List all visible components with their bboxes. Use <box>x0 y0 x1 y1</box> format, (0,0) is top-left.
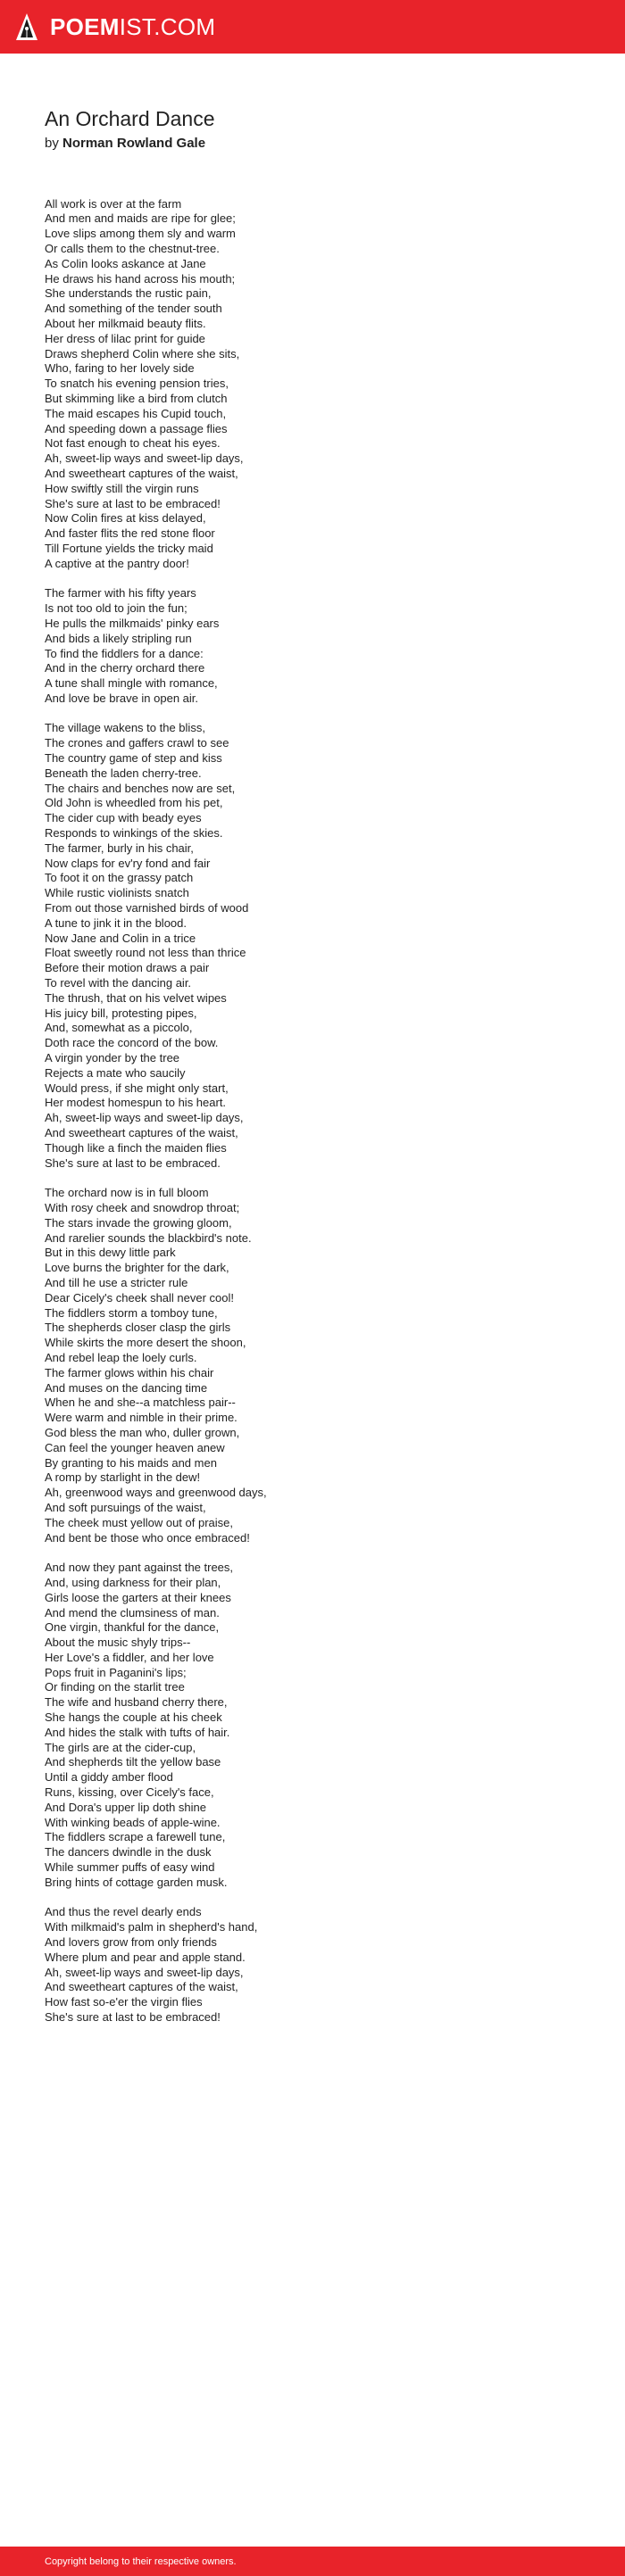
poem-line: Is not too old to join the fun; <box>45 601 188 616</box>
poem-line: Rejects a mate who saucily <box>45 1065 186 1080</box>
poem-line: To revel with the dancing air. <box>45 976 192 990</box>
poem-line: One virgin, thankful for the dance, <box>45 1620 220 1635</box>
poem-line: And thus the revel dearly ends <box>45 1905 202 1919</box>
poem-line: The cheek must yellow out of praise, <box>45 1515 233 1529</box>
poem-line: And bids a likely stripling run <box>45 631 192 645</box>
stanza <box>45 1561 580 1891</box>
copyright-text: Copyright belong to their respective owners. <box>45 2555 237 2567</box>
poem-line: And love be brave in open air. <box>45 691 199 705</box>
poem-line: She's sure at last to be embraced! <box>45 496 221 510</box>
poem-line: A romp by starlight in the dew! <box>45 1470 201 1485</box>
poem-line: A tune shall mingle with romance, <box>45 676 218 691</box>
poem-line: Or finding on the starlit tree <box>45 1680 185 1694</box>
poem-line: Doth race the concord of the bow. <box>45 1036 219 1050</box>
poem-line: The stars invade the growing gloom, <box>45 1215 232 1230</box>
poem-line: Can feel the younger heaven anew <box>45 1440 225 1454</box>
byline <box>45 136 580 151</box>
poem-line: And faster flits the red stone floor <box>45 526 215 541</box>
poem-line: And sweetheart captures of the waist, <box>45 466 238 480</box>
poem-body <box>45 197 580 2025</box>
logo-text-bold: POEM <box>50 13 120 40</box>
poem-line: Old John is wheedled from his pet, <box>45 796 223 810</box>
poem-line: The wife and husband cherry there, <box>45 1695 228 1710</box>
poem-line: A virgin yonder by the tree <box>45 1051 180 1065</box>
pen-nib-icon[interactable] <box>16 13 38 40</box>
poem-line: Till Fortune yields the tricky maid <box>45 541 213 555</box>
author-link[interactable]: Norman Rowland Gale <box>62 135 206 151</box>
poem-line: But in this dewy little park <box>45 1246 176 1260</box>
poem-line: Her modest homespun to his heart. <box>45 1096 227 1110</box>
poem-line: And in the cherry orchard there <box>45 661 205 675</box>
poem-line: He pulls the milkmaids' pinky ears <box>45 616 220 630</box>
poem-line: Bring hints of cottage garden musk. <box>45 1875 228 1889</box>
poem-line: By granting to his maids and men <box>45 1455 217 1470</box>
poem-line: He draws his hand across his mouth; <box>45 271 236 286</box>
poem-line: The country game of step and kiss <box>45 751 222 766</box>
poem-line: Runs, kissing, over Cicely's face, <box>45 1785 214 1800</box>
poem-line: And speeding down a passage flies <box>45 421 228 435</box>
poem-line: Though like a finch the maiden flies <box>45 1140 227 1155</box>
poem-line: From out those varnished birds of wood <box>45 901 249 915</box>
poem-line: The farmer with his fifty years <box>45 586 196 601</box>
poem-line: And rarelier sounds the blackbird's note. <box>45 1230 252 1245</box>
by-label: by <box>45 135 59 151</box>
poem-line: Who, faring to her lovely side <box>45 361 195 376</box>
poem-line: The chairs and benches now are set, <box>45 781 236 795</box>
poem-line: Float sweetly round not less than thrice <box>45 946 246 960</box>
poem-line: The fiddlers scrape a farewell tune, <box>45 1830 226 1844</box>
poem-line: But skimming like a bird from clutch <box>45 391 228 405</box>
poem-line: About the music shyly trips-- <box>45 1636 191 1650</box>
poem-line: How swiftly still the virgin runs <box>45 481 199 495</box>
poem-line: Ah, sweet-lip ways and sweet-lip days, <box>45 1965 244 1979</box>
poem-line: And, using darkness for their plan, <box>45 1575 221 1589</box>
poem-line: She's sure at last to be embraced! <box>45 2010 221 2025</box>
poem-line: Dear Cicely's cheek shall never cool! <box>45 1290 235 1305</box>
poem-line: While rustic violinists snatch <box>45 886 189 900</box>
poem-line: Girls loose the garters at their knees <box>45 1590 231 1604</box>
poem-line: Until a giddy amber flood <box>45 1770 173 1785</box>
poem-line: The dancers dwindle in the dusk <box>45 1845 212 1860</box>
poem-line: And shepherds tilt the yellow base <box>45 1755 221 1769</box>
poem-line: Pops fruit in Paganini's lips; <box>45 1665 187 1679</box>
poem-line: Her dress of lilac print for guide <box>45 331 205 345</box>
poem-line: The orchard now is in full bloom <box>45 1186 209 1200</box>
poem-line: While summer puffs of easy wind <box>45 1860 215 1875</box>
poem-line: The maid escapes his Cupid touch, <box>45 406 227 420</box>
poem-line: Her Love's a fiddler, and her love <box>45 1650 214 1664</box>
poem-line: Now claps for ev'ry fond and fair <box>45 856 211 870</box>
site-logo-link[interactable] <box>50 15 215 38</box>
poem-line: The farmer, burly in his chair, <box>45 841 194 855</box>
stanza <box>45 197 580 572</box>
poem-line: The fiddlers storm a tomboy tune, <box>45 1305 218 1320</box>
poem-line: The crones and gaffers crawl to see <box>45 736 229 750</box>
poem-line: Love slips among them sly and warm <box>45 227 236 241</box>
poem-line: Draws shepherd Colin where she sits, <box>45 346 240 360</box>
poem-line: Where plum and pear and apple stand. <box>45 1950 246 1964</box>
poem-line: She's sure at last to be embraced. <box>45 1155 221 1170</box>
poem-line: And muses on the dancing time <box>45 1380 208 1395</box>
poem-line: The cider cup with beady eyes <box>45 811 202 825</box>
poem-line: And hides the stalk with tufts of hair. <box>45 1725 230 1739</box>
poem-line: The shepherds closer clasp the girls <box>45 1321 231 1335</box>
poem-line: When he and she--a matchless pair-- <box>45 1396 236 1410</box>
site-header <box>0 0 625 54</box>
poem-line: While skirts the more desert the shoon, <box>45 1336 246 1350</box>
stanza <box>45 721 580 1171</box>
poem-line: And soft pursuings of the waist, <box>45 1500 206 1514</box>
poem-line: To find the fiddlers for a dance: <box>45 646 204 660</box>
poem-line: Would press, if she might only start, <box>45 1081 229 1095</box>
poem-line: And now they pant against the trees, <box>45 1561 234 1575</box>
stanza <box>45 1186 580 1545</box>
poem-line: With milkmaid's palm in shepherd's hand, <box>45 1920 258 1934</box>
poem-line: And Dora's upper lip doth shine <box>45 1800 206 1814</box>
poem-line: How fast so-e'er the virgin flies <box>45 1995 203 2009</box>
poem-line: And mend the clumsiness of man. <box>45 1605 220 1619</box>
poem-line: And rebel leap the loely curls. <box>45 1350 197 1364</box>
poem-line: Ah, sweet-lip ways and sweet-lip days, <box>45 1111 244 1125</box>
poem-line: Or calls them to the chestnut-tree. <box>45 241 220 255</box>
poem-line: A captive at the pantry door! <box>45 556 189 570</box>
poem-line: Ah, sweet-lip ways and sweet-lip days, <box>45 451 244 466</box>
stanza <box>45 1905 580 2025</box>
poem-line: She understands the rustic pain, <box>45 286 212 301</box>
poem-line: Now Colin fires at kiss delayed, <box>45 511 206 526</box>
poem-line: The girls are at the cider-cup, <box>45 1740 196 1754</box>
poem-line: A tune to jink it in the blood. <box>45 915 187 930</box>
poem-line: And bent be those who once embraced! <box>45 1530 250 1545</box>
poem-line: The farmer glows within his chair <box>45 1365 214 1379</box>
poem-line: And till he use a stricter rule <box>45 1275 188 1289</box>
poem-line: With rosy cheek and snowdrop throat; <box>45 1200 240 1214</box>
logo-text-light: IST.COM <box>119 13 216 40</box>
poem-line: And lovers grow from only friends <box>45 1935 217 1950</box>
stanza <box>45 586 580 706</box>
poem-line: With winking beads of apple-wine. <box>45 1815 221 1829</box>
poem-line: And sweetheart captures of the waist, <box>45 1126 238 1139</box>
poem-line: Ah, greenwood ways and greenwood days, <box>45 1486 267 1500</box>
poem-line: Were warm and nimble in their prime. <box>45 1411 238 1425</box>
poem-main <box>0 107 625 2025</box>
poem-title: An Orchard Dance <box>45 107 215 130</box>
poem-line: Not fast enough to cheat his eyes. <box>45 436 221 451</box>
poem-line: About her milkmaid beauty flits. <box>45 316 206 330</box>
poem-line: Responds to winkings of the skies. <box>45 826 223 841</box>
poem-line: And sweetheart captures of the waist, <box>45 1980 238 1994</box>
poem-line: Before their motion draws a pair <box>45 961 210 975</box>
poem-line: Love burns the brighter for the dark, <box>45 1261 229 1275</box>
poem-line: God bless the man who, duller grown, <box>45 1425 240 1439</box>
poem-line: All work is over at the farm <box>45 196 182 211</box>
poem-line: To foot it on the grassy patch <box>45 871 194 885</box>
poem-line: Beneath the laden cherry-tree. <box>45 766 202 780</box>
poem-line: She hangs the couple at his cheek <box>45 1710 222 1725</box>
site-footer <box>0 2547 625 2576</box>
poem-line: And, somewhat as a piccolo, <box>45 1021 193 1035</box>
poem-line: His juicy bill, protesting pipes, <box>45 1006 197 1020</box>
poem-line: The village wakens to the bliss, <box>45 721 205 735</box>
poem-line: The thrush, that on his velvet wipes <box>45 990 227 1005</box>
poem-line: Now Jane and Colin in a trice <box>45 931 196 945</box>
poem-line: To snatch his evening pension tries, <box>45 377 229 391</box>
poem-line: And men and maids are ripe for glee; <box>45 211 236 226</box>
poem-line: As Colin looks askance at Jane <box>45 256 206 270</box>
poem-line: And something of the tender south <box>45 302 222 316</box>
